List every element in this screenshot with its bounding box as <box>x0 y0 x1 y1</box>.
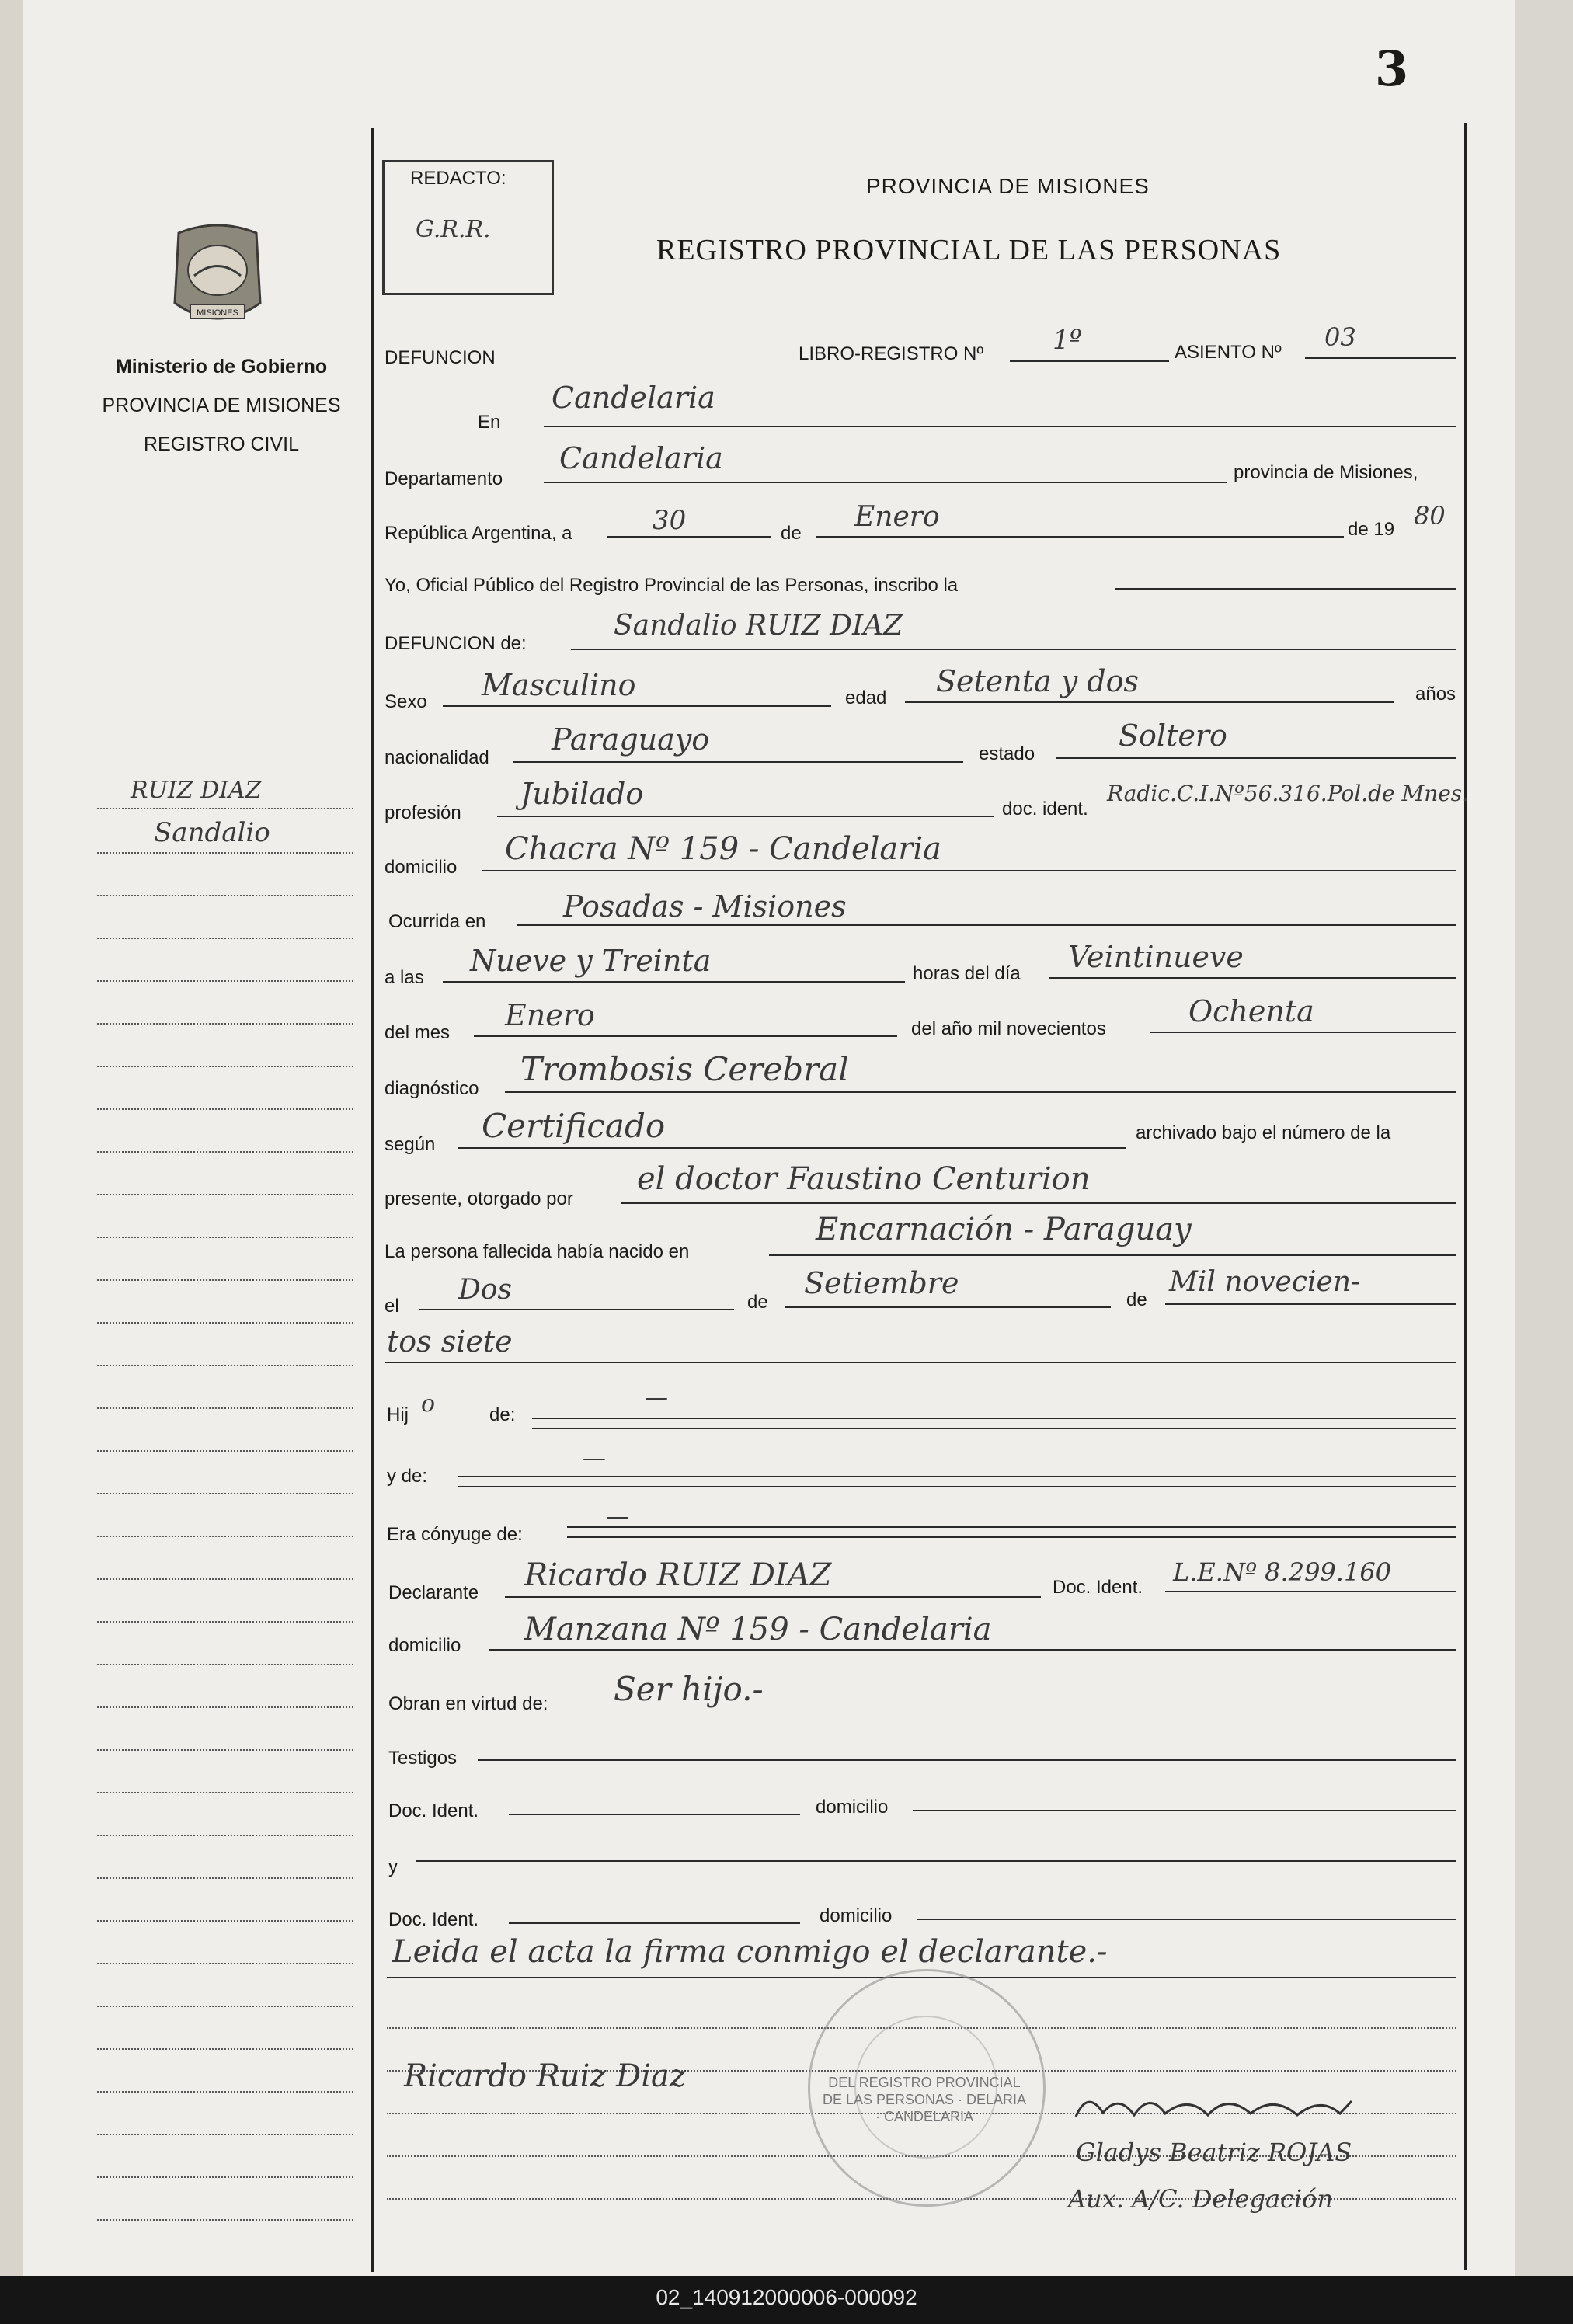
closing-statement: Leida el acta la firma conmigo el declarante.- <box>392 1934 1108 1970</box>
de2-label: de <box>747 1292 768 1313</box>
redacto-label: REDACTO: <box>410 168 506 189</box>
mes-value: Enero <box>854 501 940 533</box>
diagnostico-label: diagnóstico <box>385 1078 479 1099</box>
y-label: y <box>388 1856 398 1877</box>
de-label: de <box>781 523 802 544</box>
right-frame-line <box>1464 123 1467 2270</box>
domicilio-label: domicilio <box>385 857 458 878</box>
provincia-label: provincia de Misiones, <box>1234 462 1418 483</box>
en-label: En <box>478 412 501 433</box>
province-heading: PROVINCIA DE MISIONES <box>866 174 1150 198</box>
de-anio-label: de 19 <box>1348 519 1395 540</box>
page-number: 3 <box>1375 40 1409 97</box>
asiento-label: ASIENTO Nº <box>1175 342 1282 363</box>
oficial-text: Yo, Oficial Público del Registro Provincial de las Personas, inscribo la <box>385 575 959 596</box>
horas-value: Veintinueve <box>1068 940 1244 974</box>
left-frame-line <box>371 128 374 2272</box>
profesion-value: Jubilado <box>520 777 644 811</box>
image-id-caption: 02_140912000006-000092 <box>656 2285 917 2309</box>
a-las-value: Nueve y Treinta <box>470 944 712 978</box>
conyuge-label: Era cónyuge de: <box>387 1524 523 1545</box>
del-mes-value: Enero <box>505 998 595 1032</box>
estado-label: estado <box>979 743 1035 764</box>
hij-de-value: — <box>645 1384 668 1411</box>
en-value: Candelaria <box>552 381 715 415</box>
testigos-label: Testigos <box>388 1748 458 1769</box>
margin-given-name: Sandalio <box>154 817 270 848</box>
diagnostico-value: Trombosis Cerebral <box>520 1050 849 1088</box>
registry-title: REGISTRO PROVINCIAL DE LAS PERSONAS <box>656 234 1282 266</box>
edad-value: Setenta y dos <box>936 664 1140 698</box>
province-seal-icon <box>163 217 272 334</box>
doc-ident-value: Radic.C.I.Nº56.316.Pol.de Mnes. <box>1107 781 1470 806</box>
decl-dom-label: domicilio <box>388 1635 461 1656</box>
defuncion-de-label: DEFUNCION de: <box>385 633 527 654</box>
decl-dom-value: Manzana Nº 159 - Candelaria <box>524 1612 992 1647</box>
y-de-value: — <box>583 1445 606 1472</box>
continuation-value: tos siete <box>387 1324 513 1359</box>
a-las-label: a las <box>385 967 424 988</box>
decl-doc-value: L.E.Nº 8.299.160 <box>1173 1557 1392 1587</box>
declarante-signature: Ricardo Ruiz Diaz <box>404 2058 686 2094</box>
ministry-line2: PROVINCIA DE MISIONES <box>102 395 341 416</box>
obran-label: Obran en virtud de: <box>388 1693 548 1714</box>
del-mes-label: del mes <box>385 1022 451 1043</box>
defuncion-label: DEFUNCION <box>385 347 496 368</box>
de2-value: Setiembre <box>804 1266 959 1300</box>
de3-value: Mil novecien- <box>1169 1266 1361 1298</box>
ocurrida-value: Posadas - Misiones <box>563 889 847 924</box>
seal-text: MISIONES <box>197 308 238 318</box>
page-binding-edge <box>0 0 23 2276</box>
conyuge-value: — <box>606 1503 629 1530</box>
ministry-line1: Ministerio de Gobierno <box>115 356 328 377</box>
official-signature-scribble <box>1072 2086 1383 2132</box>
declarante-value: Ricardo RUIZ DIAZ <box>524 1557 832 1593</box>
libro-label: LIBRO-REGISTRO Nº <box>799 343 984 364</box>
hij-label: Hij <box>387 1404 409 1425</box>
nacionalidad-label: nacionalidad <box>385 747 489 768</box>
segun-value: Certificado <box>482 1107 666 1145</box>
libro-value: 1º <box>1053 325 1082 356</box>
segun-label: según <box>385 1134 436 1155</box>
page-right-edge <box>1515 0 1573 2276</box>
y-de-label: y de: <box>387 1466 428 1487</box>
anio-mil-value: Ochenta <box>1188 994 1314 1028</box>
nacido-value: Encarnación - Paraguay <box>816 1212 1192 1247</box>
archivado-label: archivado bajo el número de la <box>1136 1122 1391 1143</box>
ocurrida-label: Ocurrida en <box>388 911 486 932</box>
asiento-value: 03 <box>1324 322 1356 352</box>
testigo1-doc-label: Doc. Ident. <box>388 1800 479 1821</box>
decl-doc-label: Doc. Ident. <box>1053 1577 1143 1598</box>
stamp-text: DEL REGISTRO PROVINCIAL DE LAS PERSONAS · DELARIA · CANDELARIA <box>822 2075 1027 2124</box>
fallecido-name: Sandalio RUIZ DIAZ <box>614 610 903 642</box>
dia-value: 30 <box>653 505 687 536</box>
official-role: Aux. A/C. Delegación <box>1068 2184 1334 2214</box>
sexo-label: Sexo <box>385 691 427 712</box>
departamento-label: Departamento <box>385 468 503 489</box>
testigo1-dom-label: domicilio <box>816 1797 889 1818</box>
departamento-value: Candelaria <box>559 441 723 475</box>
obran-value: Ser hijo.- <box>614 1670 764 1708</box>
presente-value: el doctor Faustino Centurion <box>637 1161 1091 1197</box>
redacto-value: G.R.R. <box>416 216 491 243</box>
hij-value: o <box>421 1390 436 1418</box>
horas-label: horas del día <box>913 963 1021 984</box>
anios-label: años <box>1415 684 1456 705</box>
el-label: el <box>385 1296 399 1317</box>
doc-ident-label: doc. ident. <box>1002 798 1088 819</box>
nacido-label: La persona fallecida había nacido en <box>385 1241 690 1262</box>
anio-mil-label: del año mil novecientos <box>911 1018 1106 1039</box>
nacionalidad-value: Paraguayo <box>552 722 710 757</box>
sexo-value: Masculino <box>482 668 636 702</box>
anio-value: 80 <box>1414 501 1446 531</box>
testigo2-doc-label: Doc. Ident. <box>388 1909 479 1930</box>
republica-label: República Argentina, a <box>385 523 572 544</box>
ministry-line3: REGISTRO CIVIL <box>143 433 300 455</box>
el-value: Dos <box>458 1274 513 1306</box>
declarante-label: Declarante <box>388 1582 479 1603</box>
estado-value: Soltero <box>1119 718 1227 753</box>
hij-de-label: de: <box>489 1404 516 1425</box>
domicilio-value: Chacra Nº 159 - Candelaria <box>505 831 942 867</box>
de3-label: de <box>1126 1289 1147 1310</box>
official-name: Gladys Beatriz ROJAS <box>1076 2138 1352 2167</box>
edad-label: edad <box>845 687 887 708</box>
presente-label: presente, otorgado por <box>385 1188 573 1209</box>
profesion-label: profesión <box>385 802 461 823</box>
testigo2-dom-label: domicilio <box>820 1905 893 1926</box>
margin-surname: RUIZ DIAZ <box>131 777 262 804</box>
